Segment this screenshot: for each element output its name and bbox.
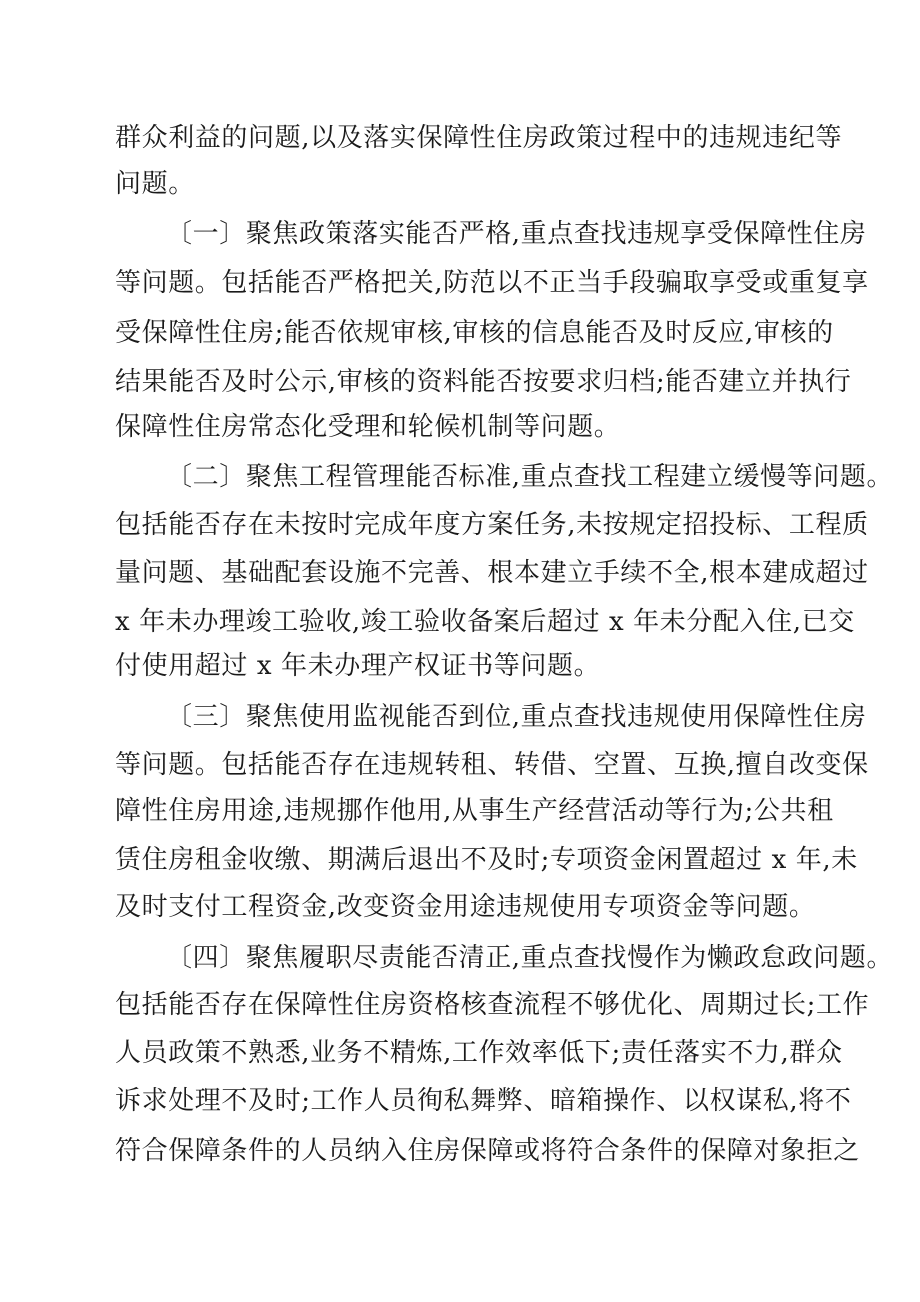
text-line: 诉求处理不及时;工作人员徇私舞弊、暗箱操作、以权谋私,将不 [115, 1086, 852, 1116]
text-line: 包括能否存在保障性住房资格核查流程不够优化、周期过长;工作 [115, 990, 870, 1020]
text-line: 及时支付工程资金,改变资金用途违规使用专项资金等问题。 [115, 892, 816, 922]
text-line: 付使用超过 x 年未办理产权证书等问题。 [115, 651, 601, 681]
text-line: 保障性住房常态化受理和轮候机制等问题。 [115, 412, 621, 442]
section-heading-2: 〔二〕聚焦工程管理能否标准,重点查找工程建立缓慢等问题。 [166, 462, 894, 492]
section-heading-1: 〔一〕聚焦政策落实能否严格,重点查找违规享受保障性住房 [166, 219, 867, 249]
text-line: 受保障性住房;能否依规审核,审核的信息能否及时反应,审核的 [115, 318, 834, 348]
text-line: 问题。 [115, 169, 195, 199]
text-line: 赁住房租金收缴、期满后退出不及时;专项资金闲置超过 x 年,未 [115, 845, 858, 875]
section-heading-3: 〔三〕聚焦使用监视能否到位,重点查找违规使用保障性住房 [166, 702, 867, 732]
text-line: 群众利益的问题,以及落实保障性住房政策过程中的违规违纪等 [115, 123, 843, 153]
section-heading-4: 〔四〕聚焦履职尽责能否清正,重点查找慢作为懒政怠政问题。 [166, 943, 894, 973]
text-line: 人员政策不熟悉,业务不精炼,工作效率低下;责任落实不力,群众 [115, 1038, 843, 1068]
text-line: 等问题。包括能否存在违规转租、转借、空置、互换,擅自改变保 [115, 750, 869, 780]
text-line: 等问题。包括能否严格把关,防范以不正当手段骗取享受或重复享 [115, 268, 869, 298]
text-line: 障性住房用途,违规挪作他用,从事生产经营活动等行为;公共租 [115, 796, 834, 826]
text-line: 结果能否及时公示,审核的资料能否按要求归档;能否建立并执行 [115, 367, 852, 397]
text-line: 符合保障条件的人员纳入住房保障或将符合条件的保障对象拒之 [115, 1136, 860, 1166]
text-line: 包括能否存在未按时完成年度方案任务,未按规定招投标、工程质 [115, 510, 869, 540]
text-line: x 年未办理竣工验收,竣工验收备案后超过 x 年未分配入住,已交 [115, 607, 855, 637]
text-line: 量问题、基础配套设施不完善、根本建立手续不全,根本建成超过 [115, 558, 869, 588]
